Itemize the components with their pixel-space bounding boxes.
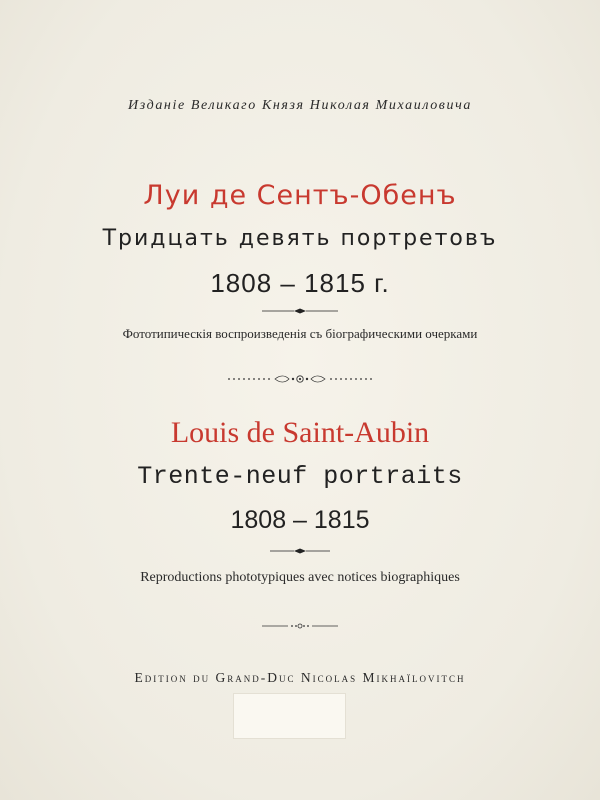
publisher-french: Edition du Grand-Duc Nicolas Mikhaïlovitch	[134, 670, 466, 685]
subtitle-russian: Тридцать девять портретовъ	[102, 226, 498, 251]
paper-label-patch	[233, 693, 346, 739]
ornament-divider	[0, 374, 600, 384]
description-french: Reproductions phototypiques avec notices biographiques	[140, 570, 460, 585]
ornament-rule-small	[0, 307, 600, 315]
publisher-russian: Изданiе Великаго Князя Николая Михаиловича	[128, 98, 472, 113]
description-russian: Фототипическiя воспроизведенiя съ бiографическими очерками	[122, 326, 478, 341]
years-russian: 1808 – 1815 г.	[210, 268, 390, 298]
ornament-rule-small	[0, 547, 600, 555]
ornament-divider-small	[0, 622, 600, 630]
years-french: 1808 – 1815	[230, 506, 370, 534]
subtitle-french: Trente-neuf portraits	[137, 462, 463, 491]
title-french: Louis de Saint-Aubin	[170, 416, 430, 449]
title-russian: Луи де Сентъ-Обенъ	[143, 180, 457, 211]
